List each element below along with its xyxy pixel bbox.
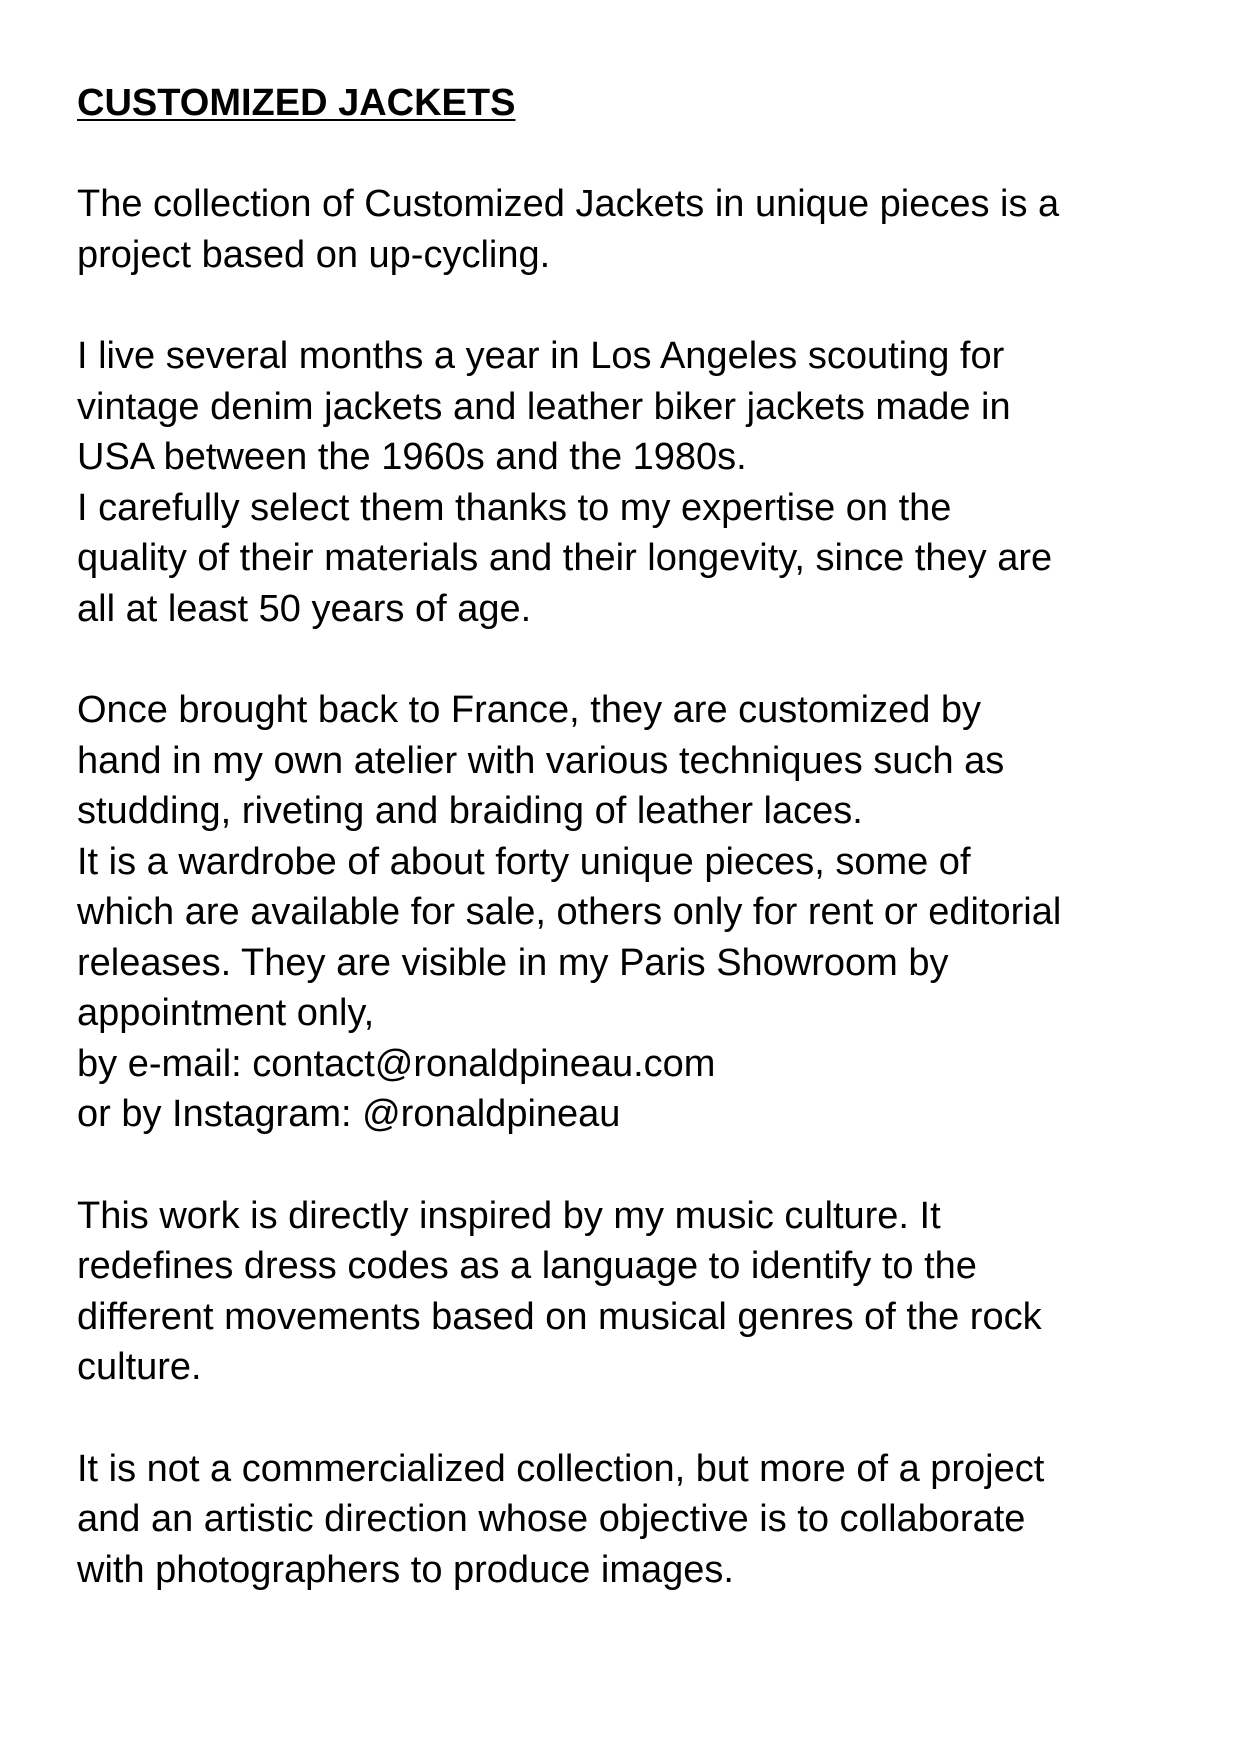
- document-page: [77, 78, 1197, 1595]
- text-line: The collection of Customized Jackets in unique pieces is a: [77, 183, 1060, 225]
- text-line: It is not a commercialized collection, but more of a project: [77, 1447, 1045, 1490]
- text-line: releases. They are visible in my Paris Showroom by: [77, 941, 949, 984]
- text-line: USA between the 1960s and the 1980s.: [77, 436, 747, 478]
- text-line: redefines dress codes as a language to identify to the: [77, 1245, 977, 1287]
- contact-instagram-line: or by Instagram: @ronaldpineau: [77, 1093, 621, 1135]
- text-line: studding, riveting and braiding of leather laces.: [77, 790, 863, 832]
- spacer: [77, 128, 1197, 179]
- text-line: which are available for sale, others only for rent or editorial: [77, 891, 1062, 933]
- document-title: CUSTOMIZED JACKETS: [77, 82, 516, 124]
- text-line: different movements based on musical genres of the rock: [77, 1295, 1042, 1338]
- paragraph-objective: [77, 1444, 1197, 1596]
- paragraph-inspiration: [77, 1191, 1197, 1393]
- text-line: Once brought back to France, they are customized by: [77, 689, 982, 731]
- paragraph-customization: [77, 685, 1197, 1140]
- text-line: quality of their materials and their longevity, since they are: [77, 537, 1053, 579]
- text-line: This work is directly inspired by my music culture. It: [77, 1194, 941, 1237]
- text-line: appointment only,: [77, 992, 375, 1034]
- text-line: hand in my own atelier with various techniques such as: [77, 739, 1005, 782]
- text-line: with photographers to produce images.: [77, 1548, 734, 1591]
- text-line: culture.: [77, 1346, 202, 1388]
- text-line: I carefully select them thanks to my expertise on the: [77, 486, 952, 529]
- text-line: I live several months a year in Los Angeles scouting for: [77, 335, 1005, 377]
- spacer: [77, 634, 1197, 685]
- text-line: It is a wardrobe of about forty unique pieces, some of: [77, 840, 971, 883]
- text-line: vintage denim jackets and leather biker jackets made in: [77, 385, 1011, 428]
- paragraph-intro: [77, 179, 1197, 280]
- spacer: [77, 1140, 1197, 1191]
- contact-email-line: by e-mail: contact@ronaldpineau.com: [77, 1042, 716, 1085]
- text-line: all at least 50 years of age.: [77, 587, 532, 630]
- text-line: project based on up-cycling.: [77, 233, 551, 276]
- spacer: [77, 1393, 1197, 1444]
- paragraph-sourcing: [77, 331, 1197, 634]
- text-line: and an artistic direction whose objective is to collaborate: [77, 1498, 1026, 1540]
- spacer: [77, 280, 1197, 331]
